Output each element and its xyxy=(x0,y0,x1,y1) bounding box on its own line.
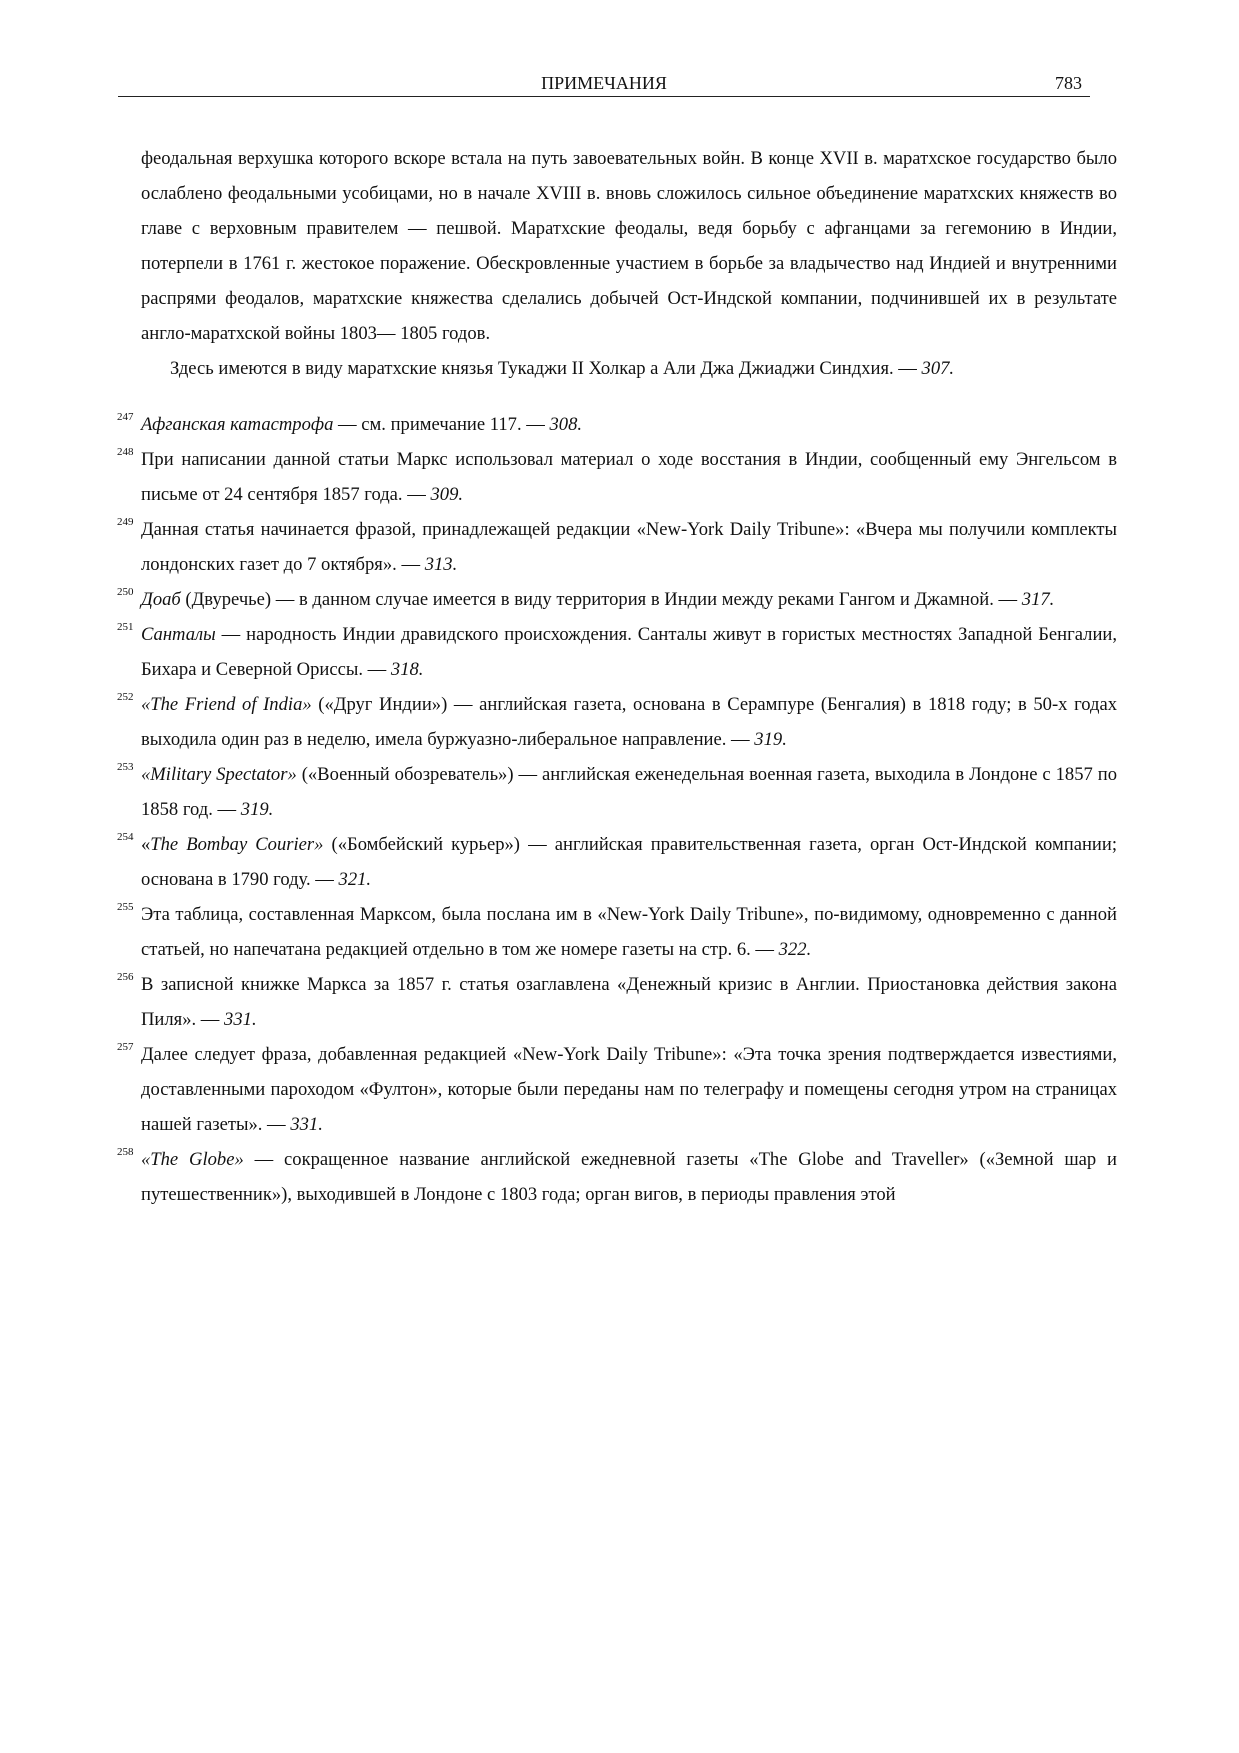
page-reference: 307. xyxy=(921,358,955,379)
note-number: 257 xyxy=(117,1041,134,1053)
page-reference: 331. xyxy=(224,1009,257,1030)
note-5 xyxy=(117,687,1118,757)
page-reference: 321. xyxy=(338,869,372,890)
note-number: 250 xyxy=(117,586,134,598)
note-title: Афганская катастрофа xyxy=(141,414,334,435)
page-reference: 309. xyxy=(430,484,464,505)
continuation-paragraph-last xyxy=(141,351,1117,386)
continuation-paragraph: феодальная верхушка которого вскоре встала на путь завоевательных войн. В конце XVII в. маратхское государство было ослаблено феодальными усобицами, но в начале XVIII в. вновь сложилось сильное объединение маратхских княжеств во главе с верховным правителем — пешвой. Маратхские феодалы, ведя борьбу с афганцами за гегемонию в Индии, потерпели в 1761 г. жестокое поражение. Обескровленные участием в борьбе за владычество над Индией и внутренними распрями феодалов, маратхские княжества сделались добычей Ост-Индской компании, подчинившей их в результате англо-маратхской войны 1803— 1805 годов. xyxy=(141,148,1117,344)
notes-text xyxy=(117,141,1118,1212)
note-number: 255 xyxy=(117,901,134,913)
note-number: 251 xyxy=(117,621,134,633)
page-reference: 313. xyxy=(424,554,458,575)
note-6 xyxy=(117,757,1117,827)
note-text: Эта таблица, составленная Марксом, была послана им в «New-York Daily Tribune», по-видимому, одновременно с данной статьей, но напечатана редакцией отдельно в том же номере газеты на стр. 6. — xyxy=(141,904,1117,960)
note-1 xyxy=(117,442,1117,512)
page-reference: 318. xyxy=(390,659,424,680)
note-2 xyxy=(117,512,1117,582)
note-title: «The Globe» xyxy=(141,1149,244,1170)
note-text: («Друг Индии») — английская газета, основана в Серампуре (Бенгалия) в 1818 году; в 50-х годах выходила один раз в неделю, имела буржуазно-либеральное направление. — xyxy=(141,694,1118,750)
note-text: Далее следует фраза, добавленная редакцией «New-York Daily Tribune»: «Эта точка зрения подтверждается известиями, доставленными пароходом «Фултон», которые были переданы нам по телеграфу и помещены сегодня утром на страницах нашей газеты». — xyxy=(141,1044,1117,1135)
note-11 xyxy=(117,1142,1117,1212)
note-title: Доаб xyxy=(141,589,181,610)
note-lead: « xyxy=(141,834,151,855)
note-number: 247 xyxy=(117,411,134,423)
note-3 xyxy=(117,582,1117,617)
note-title: «The Friend of India» xyxy=(141,694,312,715)
note-9 xyxy=(117,967,1117,1037)
note-text: В записной книжке Маркса за 1857 г. статья озаглавлена «Денежный кризис в Англии. Приостановка действия закона Пиля». — xyxy=(141,974,1117,1030)
note-text: (Двуречье) — в данном случае имеется в виду территория в Индии между реками Гангом и Джамной. — xyxy=(180,589,1022,610)
running-header xyxy=(118,72,1090,97)
note-number: 253 xyxy=(117,761,134,773)
note-title: «Military Spectator» xyxy=(141,764,297,785)
page-reference: 331. xyxy=(290,1114,323,1135)
running-title: ПРИМЕЧАНИЯ xyxy=(541,73,667,93)
note-text: («Бомбейский курьер») — английская правительственная газета, орган Ост-Индской компании; основана в 1790 году. — xyxy=(141,834,1117,890)
page-reference: 308. xyxy=(549,414,583,435)
page-number: 783 xyxy=(1055,73,1082,93)
note-text: — народность Индии дравидского происхождения. Санталы живут в гористых местностях Западной Бенгалии, Бихара и Северной Ориссы. — xyxy=(141,624,1117,680)
note-0 xyxy=(117,407,1117,442)
note-number: 249 xyxy=(117,516,134,528)
note-title: Санталы xyxy=(141,624,216,645)
note-8 xyxy=(117,897,1117,967)
note-number: 248 xyxy=(117,446,134,458)
note-text: Данная статья начинается фразой, принадлежащей редакции «New-York Daily Tribune»: «Вчера мы получили комплекты лондонских газет до 7 октября». — xyxy=(141,519,1117,575)
note-4 xyxy=(117,617,1117,687)
page-reference: 319. xyxy=(240,799,274,820)
page-reference: 322. xyxy=(778,939,812,960)
paragraph-text: Здесь имеются в виду маратхские князья Тукаджи II Холкар а Али Джа Джиаджи Синдхия. — xyxy=(170,358,922,379)
footnotes-list xyxy=(117,407,1118,1212)
note-7 xyxy=(117,827,1117,897)
note-number: 254 xyxy=(117,831,134,843)
note-number: 256 xyxy=(117,971,134,983)
note-text: — сокращенное название английской ежедневной газеты «The Globe and Traveller» («Земной шар и путешественник»), выходившей в Лондоне с 1803 года; орган вигов, в периоды правления этой xyxy=(141,1149,1117,1205)
note-number: 258 xyxy=(117,1146,134,1158)
note-text: При написании данной статьи Маркс использовал материал о ходе восстания в Индии, сообщенный ему Энгельсом в письме от 24 сентября 1857 года. — xyxy=(141,449,1117,505)
note-text: («Военный обозреватель») — английская еженедельная военная газета, выходила в Лондоне с 1857 по 1858 год. — xyxy=(141,764,1117,820)
page-reference: 317. xyxy=(1021,589,1055,610)
note-10 xyxy=(117,1037,1117,1142)
note-number: 252 xyxy=(117,691,134,703)
page-reference: 319. xyxy=(754,729,787,750)
note-text: — см. примечание 117. — xyxy=(333,414,550,435)
note-title: The Bombay Courier» xyxy=(150,834,324,855)
